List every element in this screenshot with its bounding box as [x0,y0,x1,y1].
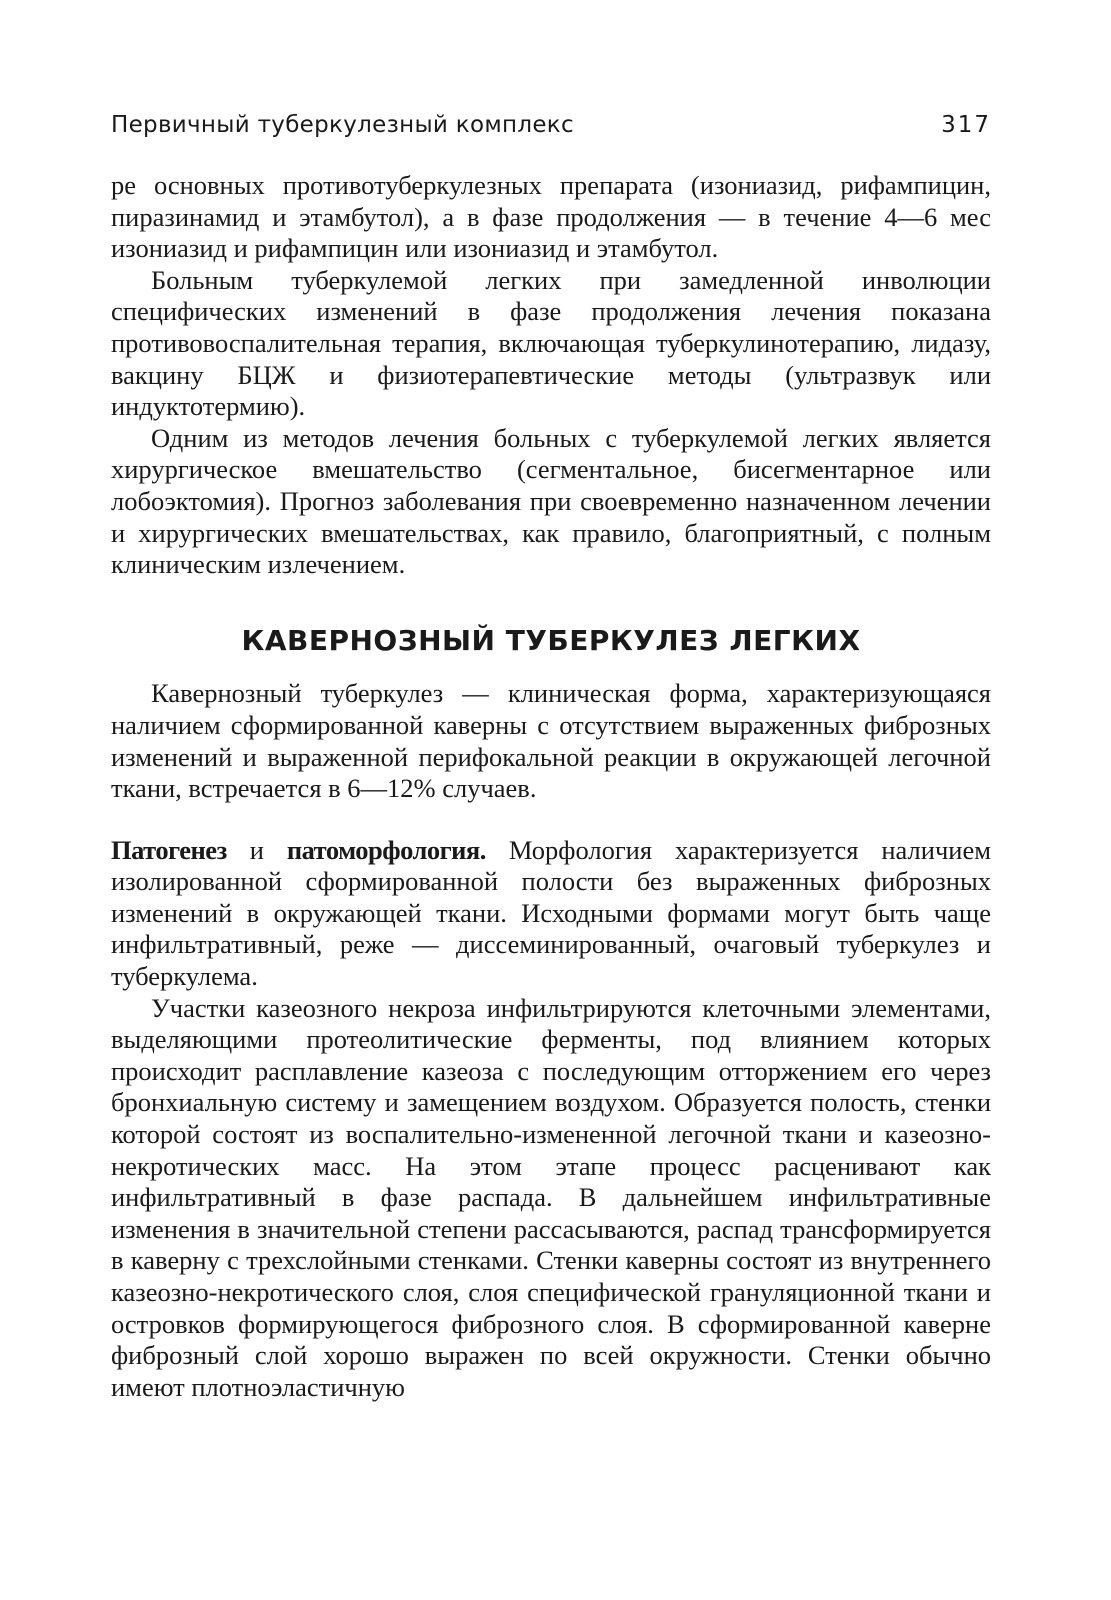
page-number: 317 [941,112,991,138]
running-header [111,112,991,152]
run-in-conjunction: и [226,834,287,865]
running-title: Первичный туберкулезный комплекс [111,112,574,138]
paragraph-gap [111,805,991,835]
run-in-term-pathogenesis: Патогенез [111,834,227,865]
paragraph-caseous-necrosis: Участки казеозного некроза инфильтрируются клеточными элементами, выделяющими протеолитические ферменты, под влиянием которых происходит расплавление казеоза с последующим отторжением его через бронхиальную систему и замещением воздухом. Образуется полость, стенки которой состоят из воспалительно-измененной легочной ткани и казеозно-некротических масс. На этом этапе процесс расценивают как инфильтративный в фазе распада. В дальнейшем инфильтративные изменения в значительной степени рассасываются, распад трансформируется в каверну с трехслойными стенками. Стенки каверны состоят из внутреннего казеозно-некротического слоя, слоя специфической грануляционной ткани и островков формирующегося фиброзного слоя. В сформированной каверне фиброзный слой хорошо выражен по всей окружности. Стенки обычно имеют плотноэластичную [111,992,991,1402]
page-body [111,170,991,1403]
book-page [111,112,991,1403]
pathogenesis-text: Морфология характеризуется наличием изолированной сформированной полости без выраженных фиброзных изменений в окружающей ткани. Исходными формами могут быть чаще инфильтративный, реже — диссеминированный, очаговый туберкулез и туберкулема. [111,834,991,992]
section-heading: КАВЕРНОЗНЫЙ ТУБЕРКУЛЕЗ ЛЕГКИХ [241,623,861,657]
paragraph-tuberculoma-therapy: Больным туберкулемой легких при замедленной инволюции специфических изменений в фазе продолжения лечения показана противовоспалительная терапия, включающая туберкулинотерапию, лидазу, вакцину БЦЖ и физиотерапевтические методы (ультразвук или индуктотермию). [111,264,991,422]
paragraph-definition: Кавернозный туберкулез — клиническая форма, характеризующаяся наличием сформированной каверны с отсутствием выраженных фиброзных изменений и выраженной перифокальной реакции в окружающей легочной ткани, встречается в 6—12% случаев. [111,678,991,804]
paragraph-surgical-treatment: Одним из методов лечения больных с туберкулемой легких является хирургическое вмешательство (сегментальное, бисегментарное или лобоэктомия). Прогноз заболевания при своевременно назначенном лечении и хирургических вмешательствах, как правило, благоприятный, с полным клиническим излечением. [111,422,991,580]
paragraph-pathogenesis [111,835,991,993]
paragraph-continuation: ре основных противотуберкулезных препарата (изониазид, рифампицин, пиразинамид и этамбутол), а в фазе продолжения — в течение 4—6 мес изониазид и рифампицин или изониазид и этамбутол. [111,170,991,264]
run-in-term-pathomorphology: патоморфология. [286,834,486,865]
